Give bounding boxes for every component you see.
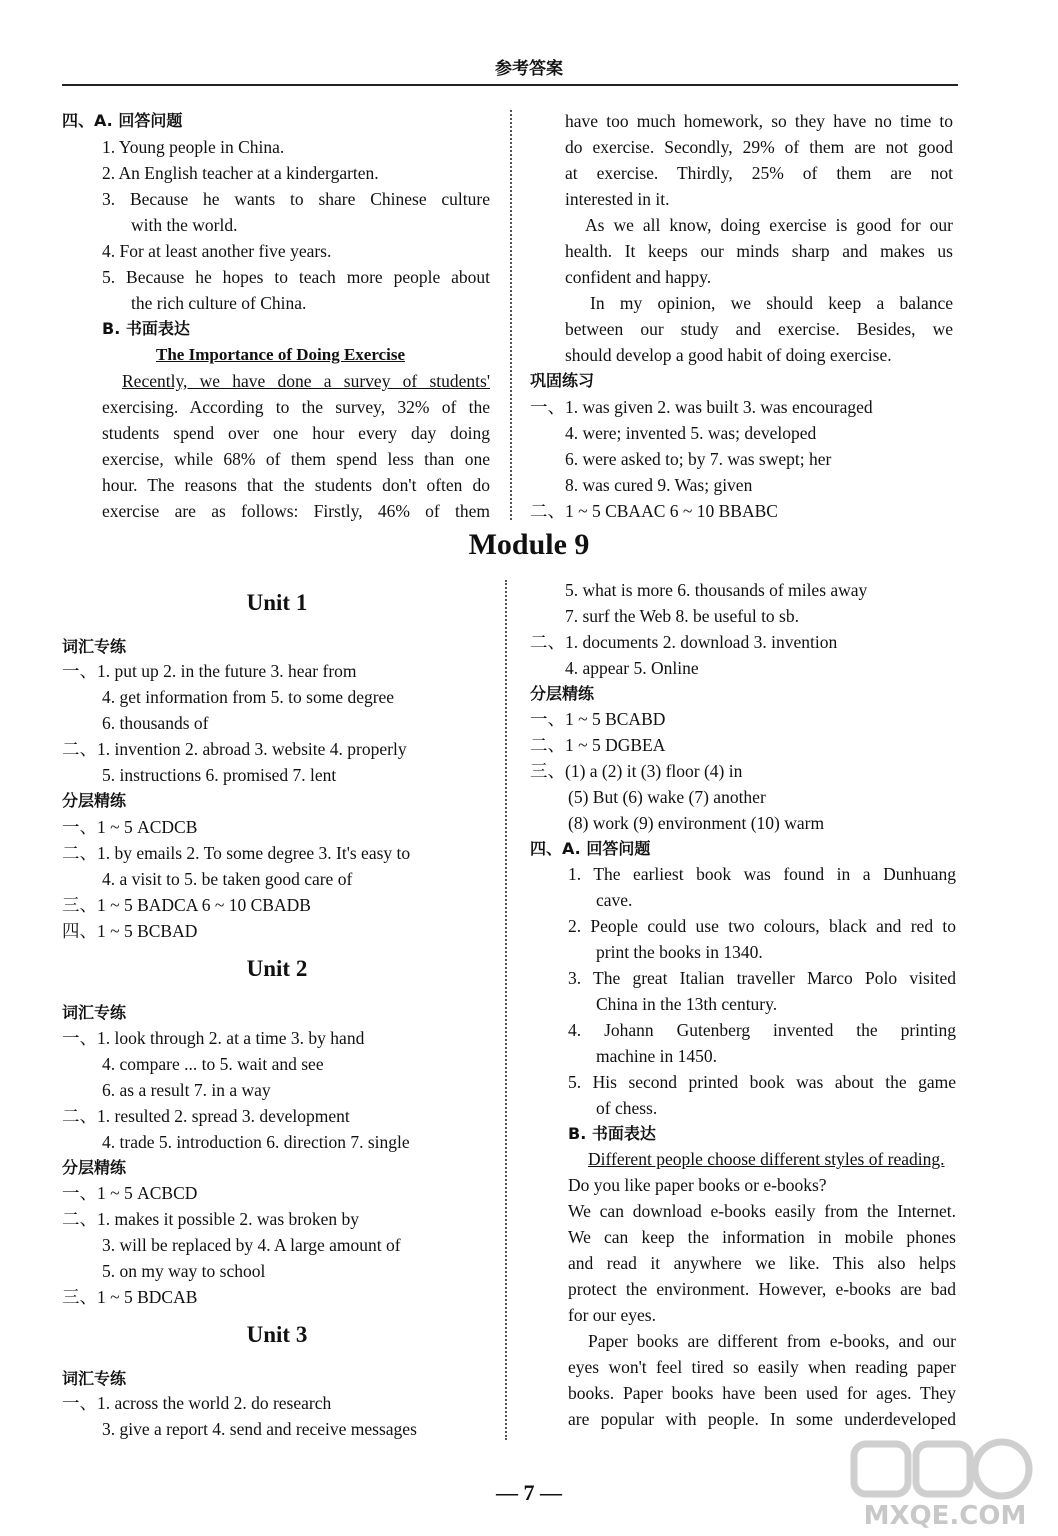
essay-line: confident and happy. <box>565 267 712 287</box>
essay-line: are popular with people. In some underdeveloped <box>568 1409 956 1429</box>
watermark-domain: MXQE.COM <box>863 1501 1027 1530</box>
answer-line: 2. People could use two colours, black and red to <box>568 916 956 936</box>
answer-line: 一、1 ~ 5 ACDCB <box>62 817 198 837</box>
section-4a-heading: 四、A. 回答问题 <box>530 839 651 858</box>
essay-line: have too much homework, so they have no time to <box>565 111 953 131</box>
answer-line: 1. The earliest book was found in a Dunhuang <box>568 864 956 884</box>
answer-line: 4. Johann Gutenberg invented the printing <box>568 1020 956 1040</box>
essay-line: exercise, while 68% of them spend less than one <box>102 449 490 469</box>
answer-line: 5. on my way to school <box>102 1261 266 1281</box>
header-rule <box>62 84 958 86</box>
answer-line: of chess. <box>596 1098 658 1118</box>
answer-line: 三、1 ~ 5 BADCA 6 ~ 10 CBADB <box>62 895 311 915</box>
answer-line: China in the 13th century. <box>596 994 778 1014</box>
answer-line: 二、1. makes it possible 2. was broken by <box>62 1209 359 1229</box>
answer-line: 6. were asked to; by 7. was swept; her <box>565 449 832 469</box>
answer-line: 3. The great Italian traveller Marco Polo visited <box>568 968 956 988</box>
answer-line: 7. surf the Web 8. be useful to sb. <box>565 606 799 626</box>
answer-line: 4. were; invented 5. was; developed <box>565 423 817 443</box>
unit-2-title: Unit 2 <box>246 956 308 981</box>
column-divider-top <box>510 110 512 520</box>
answer-line: 3. Because he wants to share Chinese culture <box>102 189 490 209</box>
answer-line: 二、1 ~ 5 DGBEA <box>530 735 666 755</box>
essay-line: eyes won't feel tired so easily when reading paper <box>568 1357 956 1377</box>
answer-line: 8. was cured 9. Was; given <box>565 475 753 495</box>
essay-line: Recently, we have done a survey of students' <box>122 371 490 391</box>
answer-line: the rich culture of China. <box>131 293 307 313</box>
vocab-heading: 词汇专练 <box>62 637 127 656</box>
essay-line: In my opinion, we should keep a balance <box>590 293 953 313</box>
essay-line: books. Paper books have been used for ages. They <box>568 1383 956 1403</box>
consolidate-heading: 巩固练习 <box>530 371 595 390</box>
section-4b-heading: B. 书面表达 <box>568 1124 656 1143</box>
answer-line: 4. appear 5. Online <box>565 658 699 678</box>
essay-line: should develop a good habit of doing exercise. <box>565 345 892 365</box>
answer-line: 2. An English teacher at a kindergarten. <box>102 163 379 183</box>
section-4a-heading: 四、A. 回答问题 <box>62 111 183 130</box>
answer-line: 一、1 ~ 5 BCABD <box>530 709 666 729</box>
watermark-logo-icon <box>850 1438 1040 1530</box>
essay-title: The Importance of Doing Exercise <box>156 345 405 364</box>
answer-line: 一、1. across the world 2. do research <box>62 1393 332 1413</box>
answer-line: 5. Because he hopes to teach more people about <box>102 267 490 287</box>
essay-line: health. It keeps our minds sharp and makes us <box>565 241 953 261</box>
answer-line: 三、(1) a (2) it (3) floor (4) in <box>530 761 743 781</box>
answer-line: 4. For at least another five years. <box>102 241 332 261</box>
answer-line: 三、1 ~ 5 BDCAB <box>62 1287 198 1307</box>
vocab-heading: 词汇专练 <box>62 1369 127 1388</box>
answer-line: machine in 1450. <box>596 1046 718 1066</box>
answer-line: 一、1. put up 2. in the future 3. hear from <box>62 661 357 681</box>
answer-line: with the world. <box>131 215 238 235</box>
answer-line: cave. <box>596 890 633 910</box>
essay-line: Paper books are different from e-books, and our <box>588 1331 956 1351</box>
answer-line: 一、1 ~ 5 ACBCD <box>62 1183 198 1203</box>
answer-line: 4. get information from 5. to some degree <box>102 687 395 707</box>
essay-line: As we all know, doing exercise is good for our <box>585 215 953 235</box>
answer-line: (5) But (6) wake (7) another <box>568 787 766 807</box>
essay-line: exercise are as follows: Firstly, 46% of them <box>102 501 490 521</box>
essay-line: between our study and exercise. Besides, we <box>565 319 953 339</box>
page-number: — 7 — <box>496 1480 562 1505</box>
answer-line: print the books in 1340. <box>596 942 763 962</box>
answer-line: 6. as a result 7. in a way <box>102 1080 271 1100</box>
tiered-heading: 分层精练 <box>62 791 127 810</box>
answer-line: 二、1. documents 2. download 3. invention <box>530 632 838 652</box>
answer-line: 二、1. invention 2. abroad 3. website 4. properly <box>62 739 407 759</box>
answer-line: 3. give a report 4. send and receive messages <box>102 1419 417 1439</box>
unit-3-title: Unit 3 <box>246 1322 308 1347</box>
page-header: 参考答案 <box>495 59 563 79</box>
answer-line: 四、1 ~ 5 BCBAD <box>62 921 198 941</box>
answer-line: 1. Young people in China. <box>102 137 285 157</box>
vocab-heading: 词汇专练 <box>62 1003 127 1022</box>
answer-line: 二、1. resulted 2. spread 3. development <box>62 1106 350 1126</box>
answer-line: 二、1 ~ 5 CBAAC 6 ~ 10 BBABC <box>530 501 778 521</box>
tiered-heading: 分层精练 <box>62 1158 127 1177</box>
essay-line: do exercise. Secondly, 29% of them are not good <box>565 137 953 157</box>
essay-line: students spend over one hour every day doing <box>102 423 490 443</box>
answer-line: 二、1. by emails 2. To some degree 3. It's easy to <box>62 843 411 863</box>
essay-line: hour. The reasons that the students don't often do <box>102 475 490 495</box>
answer-line: 5. His second printed book was about the game <box>568 1072 956 1092</box>
answer-line: 3. will be replaced by 4. A large amount of <box>102 1235 401 1255</box>
answer-line: 6. thousands of <box>102 713 209 733</box>
column-divider-bottom <box>505 580 507 1440</box>
essay-line: interested in it. <box>565 189 670 209</box>
essay-line: protect the environment. However, e-books are bad <box>568 1279 956 1299</box>
tiered-heading: 分层精练 <box>530 684 595 703</box>
answer-line: 4. a visit to 5. be taken good care of <box>102 869 353 889</box>
answer-line: (8) work (9) environment (10) warm <box>568 813 825 833</box>
essay-line: at exercise. Thirdly, 25% of them are not <box>565 163 953 183</box>
answer-line: 一、1. was given 2. was built 3. was encouraged <box>530 397 873 417</box>
module-title: Module 9 <box>468 528 590 561</box>
essay-line: for our eyes. <box>568 1305 656 1325</box>
section-4b-heading: B. 书面表达 <box>102 319 190 338</box>
answer-line: 5. what is more 6. thousands of miles away <box>565 580 868 600</box>
answer-line: 4. trade 5. introduction 6. direction 7. single <box>102 1132 410 1152</box>
essay-title: Different people choose different styles of reading. <box>588 1149 945 1169</box>
answer-line: 4. compare ... to 5. wait and see <box>102 1054 324 1074</box>
essay-line: We can keep the information in mobile phones <box>568 1227 956 1247</box>
unit-1-title: Unit 1 <box>246 590 308 615</box>
essay-line: exercising. According to the survey, 32% of the <box>102 397 490 417</box>
essay-line: We can download e-books easily from the Internet. <box>568 1201 956 1221</box>
answer-line: 5. instructions 6. promised 7. lent <box>102 765 337 785</box>
essay-line: Do you like paper books or e-books? <box>568 1175 827 1195</box>
answer-line: 一、1. look through 2. at a time 3. by hand <box>62 1028 365 1048</box>
essay-line: and read it anywhere we like. This also helps <box>568 1253 956 1273</box>
